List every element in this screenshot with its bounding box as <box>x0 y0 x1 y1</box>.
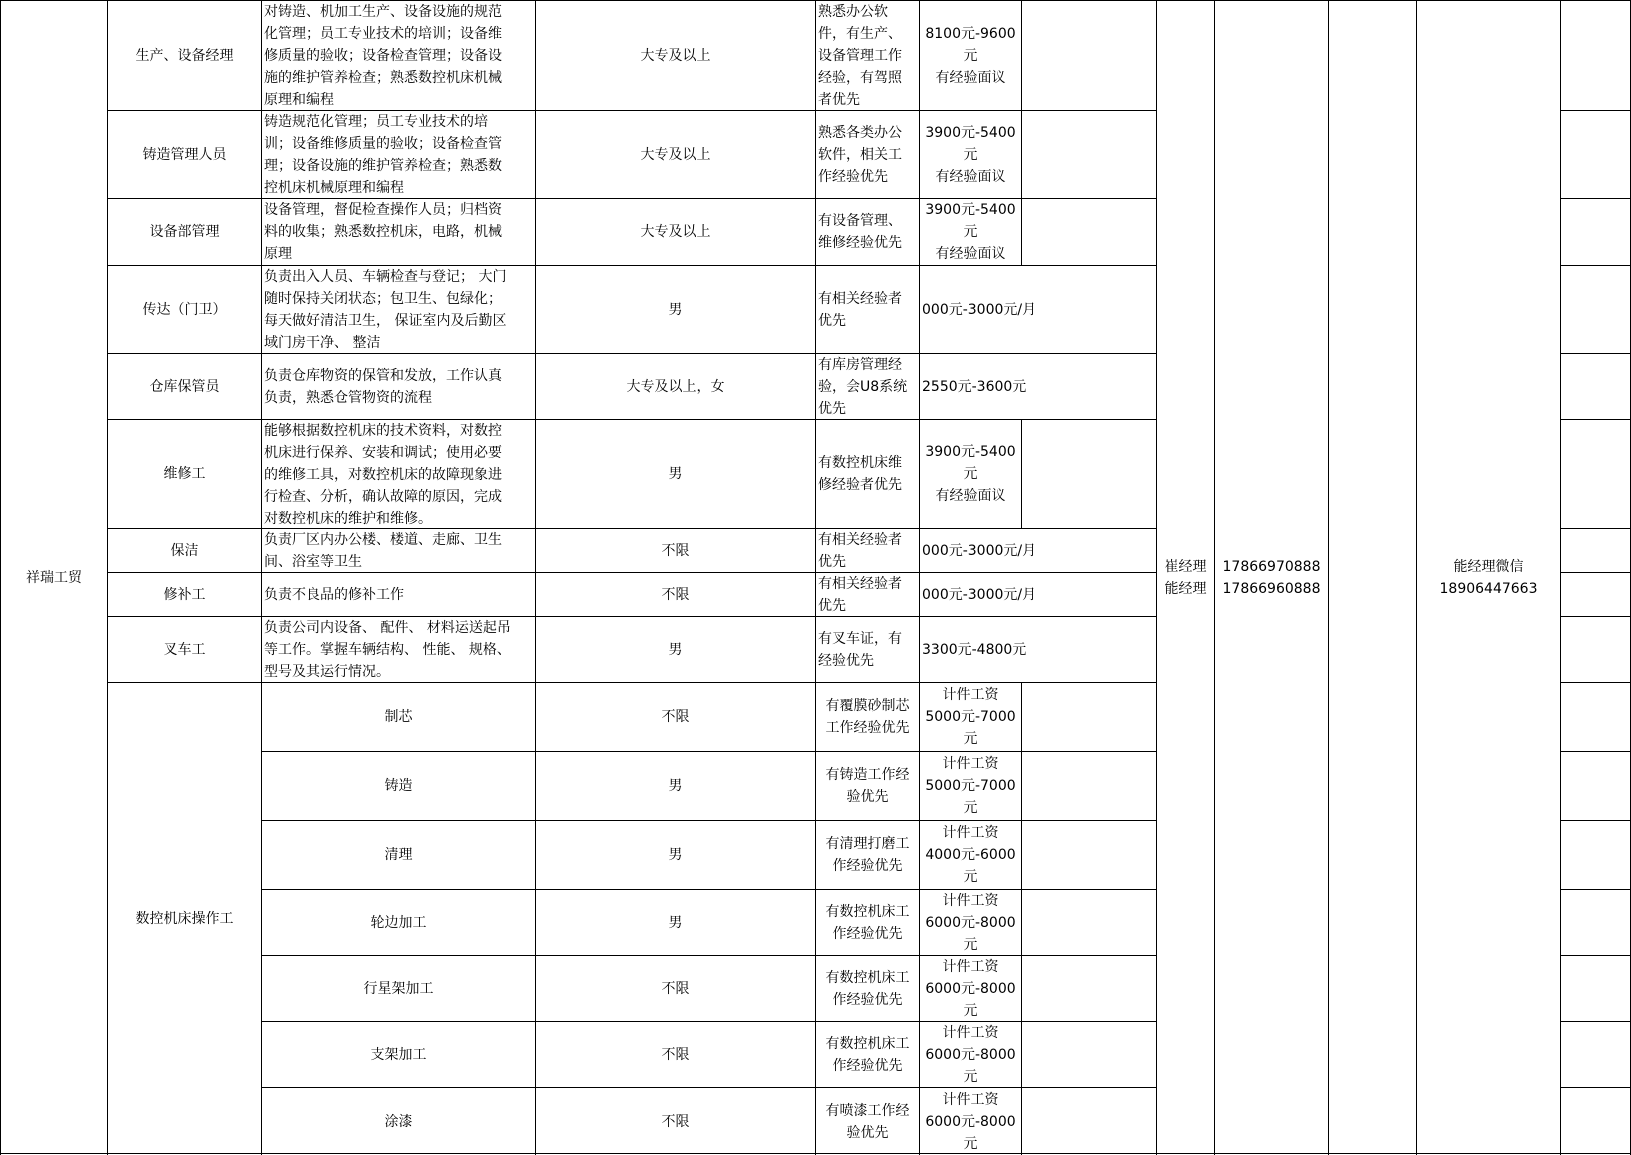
position-cell: 传达（门卫） <box>107 265 261 353</box>
salary-cell: 计件工资 4000元-6000 元 <box>919 820 1021 889</box>
cnc-group-title-cell: 数控机床操作工 <box>107 682 261 1155</box>
empty-cell <box>1021 1021 1156 1087</box>
position-cell: 保洁 <box>107 528 261 572</box>
requirement-cell: 不限 <box>535 682 815 751</box>
experience-cell: 有喷漆工作经 验优先 <box>815 1087 919 1155</box>
salary-cell: 000元-3000元/月 <box>919 572 1156 616</box>
experience-cell: 熟悉办公软 件，有生产、 设备管理工作 经验，有驾照 者优先 <box>815 0 919 110</box>
requirement-cell: 不限 <box>535 572 815 616</box>
duties-cell: 设备管理，督促检查操作人员；归档资 料的收集；熟悉数控机床，电路，机械 原理 <box>261 198 535 265</box>
cnc-job-cell: 行星架加工 <box>261 955 535 1021</box>
experience-cell: 有铸造工作经 验优先 <box>815 751 919 820</box>
trailing-cell <box>1560 751 1631 820</box>
experience-cell: 有清理打磨工 作经验优先 <box>815 820 919 889</box>
table-bottom-border <box>0 1153 1631 1154</box>
empty-cell <box>1021 820 1156 889</box>
requirement-cell: 男 <box>535 616 815 682</box>
requirement-cell: 大专及以上 <box>535 198 815 265</box>
trailing-cell <box>1560 528 1631 572</box>
position-cell: 铸造管理人员 <box>107 110 261 198</box>
trailing-cell <box>1560 955 1631 1021</box>
empty-cell <box>1021 198 1156 265</box>
requirement-cell: 不限 <box>535 1087 815 1155</box>
duties-cell: 能够根据数控机床的技术资料，对数控 机床进行保养、安装和调试；使用必要 的维修工具，对数控机床的故障现象进 行检查、分析，确认故障的原因，完成 对数控机床的维护和维修。 <box>261 419 535 528</box>
cnc-job-cell: 制芯 <box>261 682 535 751</box>
cnc-job-cell: 支架加工 <box>261 1021 535 1087</box>
requirement-cell: 大专及以上，女 <box>535 353 815 419</box>
empty-cell <box>1021 682 1156 751</box>
contact-phones-cell: 17866970888 17866960888 <box>1214 0 1328 1155</box>
trailing-cell <box>1560 889 1631 955</box>
duties-cell: 负责不良品的修补工作 <box>261 572 535 616</box>
experience-cell: 有数控机床工 作经验优先 <box>815 1021 919 1087</box>
duties-cell: 铸造规范化管理；员工专业技术的培 训；设备维修质量的验收；设备检查管 理；设备设施的维护管养检查；熟悉数 控机床机械原理和编程 <box>261 110 535 198</box>
duties-cell: 负责厂区内办公楼、楼道、走廊、卫生 间、浴室等卫生 <box>261 528 535 572</box>
position-cell: 仓库保管员 <box>107 353 261 419</box>
salary-cell: 3900元-5400 元 有经验面议 <box>919 419 1021 528</box>
salary-cell: 计件工资 6000元-8000 元 <box>919 955 1021 1021</box>
empty-cell <box>1021 889 1156 955</box>
cnc-job-cell: 清理 <box>261 820 535 889</box>
salary-cell: 000元-3000元/月 <box>919 265 1156 353</box>
experience-cell: 有覆膜砂制芯 工作经验优先 <box>815 682 919 751</box>
salary-cell: 3300元-4800元 <box>919 616 1156 682</box>
experience-cell: 熟悉各类办公 软件，相关工 作经验优先 <box>815 110 919 198</box>
position-cell: 修补工 <box>107 572 261 616</box>
requirement-cell: 男 <box>535 751 815 820</box>
salary-cell: 2550元-3600元 <box>919 353 1156 419</box>
cnc-job-cell: 轮边加工 <box>261 889 535 955</box>
requirement-cell: 大专及以上 <box>535 0 815 110</box>
cnc-job-cell: 涂漆 <box>261 1087 535 1155</box>
duties-cell: 负责仓库物资的保管和发放，工作认真 负责，熟悉仓管物资的流程 <box>261 353 535 419</box>
empty-cell <box>1021 955 1156 1021</box>
trailing-cell <box>1560 1087 1631 1155</box>
empty-cell <box>1021 0 1156 110</box>
company-name-cell: 祥瑞工贸 <box>0 0 107 1155</box>
trailing-cell <box>1560 353 1631 419</box>
requirement-cell: 大专及以上 <box>535 110 815 198</box>
trailing-cell <box>1560 616 1631 682</box>
empty-cell <box>1021 751 1156 820</box>
salary-cell: 计件工资 5000元-7000 元 <box>919 751 1021 820</box>
trailing-cell <box>1560 682 1631 751</box>
requirement-cell: 男 <box>535 419 815 528</box>
position-cell: 生产、设备经理 <box>107 0 261 110</box>
duties-cell: 对铸造、机加工生产、设备设施的规范 化管理；员工专业技术的培训；设备维 修质量的验收；设备检查管理；设备设 施的维护管养检查；熟悉数控机床机械 原理和编程 <box>261 0 535 110</box>
empty-cell <box>1021 419 1156 528</box>
salary-cell: 计件工资 5000元-7000 元 <box>919 682 1021 751</box>
empty-cell <box>1328 0 1416 1155</box>
trailing-cell <box>1560 1021 1631 1087</box>
experience-cell: 有数控机床维 修经验者优先 <box>815 419 919 528</box>
trailing-cell <box>1560 820 1631 889</box>
experience-cell: 有相关经验者 优先 <box>815 528 919 572</box>
trailing-cell <box>1560 572 1631 616</box>
requirement-cell: 男 <box>535 265 815 353</box>
trailing-cell <box>1560 0 1631 110</box>
requirement-cell: 男 <box>535 820 815 889</box>
experience-cell: 有相关经验者 优先 <box>815 265 919 353</box>
empty-cell <box>1021 1087 1156 1155</box>
trailing-cell <box>1560 265 1631 353</box>
trailing-cell <box>1560 419 1631 528</box>
salary-cell: 计件工资 6000元-8000 元 <box>919 889 1021 955</box>
position-cell: 设备部管理 <box>107 198 261 265</box>
duties-cell: 负责出入人员、车辆检查与登记； 大门 随时保持关闭状态；包卫生、包绿化； 每天做好清洁卫生， 保证室内及后勤区 域门房干净、 整洁 <box>261 265 535 353</box>
salary-cell: 计件工资 6000元-8000 元 <box>919 1021 1021 1087</box>
salary-cell: 8100元-9600 元 有经验面议 <box>919 0 1021 110</box>
contact-names-cell: 崔经理 能经理 <box>1156 0 1214 1155</box>
experience-cell: 有数控机床工 作经验优先 <box>815 955 919 1021</box>
trailing-cell <box>1560 110 1631 198</box>
duties-cell: 负责公司内设备、 配件、 材料运送起吊 等工作。掌握车辆结构、 性能、 规格、 型号及其运行情况。 <box>261 616 535 682</box>
wechat-cell: 能经理微信 18906447663 <box>1416 0 1560 1155</box>
requirement-cell: 男 <box>535 889 815 955</box>
experience-cell: 有相关经验者 优先 <box>815 572 919 616</box>
trailing-cell <box>1560 198 1631 265</box>
experience-cell: 有叉车证，有 经验优先 <box>815 616 919 682</box>
requirement-cell: 不限 <box>535 955 815 1021</box>
experience-cell: 有数控机床工 作经验优先 <box>815 889 919 955</box>
salary-cell: 计件工资 6000元-8000 元 <box>919 1087 1021 1155</box>
requirement-cell: 不限 <box>535 1021 815 1087</box>
position-cell: 维修工 <box>107 419 261 528</box>
empty-cell <box>1021 110 1156 198</box>
cnc-job-cell: 铸造 <box>261 751 535 820</box>
salary-cell: 3900元-5400 元 有经验面议 <box>919 110 1021 198</box>
experience-cell: 有设备管理、 维修经验优先 <box>815 198 919 265</box>
experience-cell: 有库房管理经 验，会U8系统 优先 <box>815 353 919 419</box>
salary-cell: 3900元-5400 元 有经验面议 <box>919 198 1021 265</box>
position-cell: 叉车工 <box>107 616 261 682</box>
requirement-cell: 不限 <box>535 528 815 572</box>
salary-cell: 000元-3000元/月 <box>919 528 1156 572</box>
